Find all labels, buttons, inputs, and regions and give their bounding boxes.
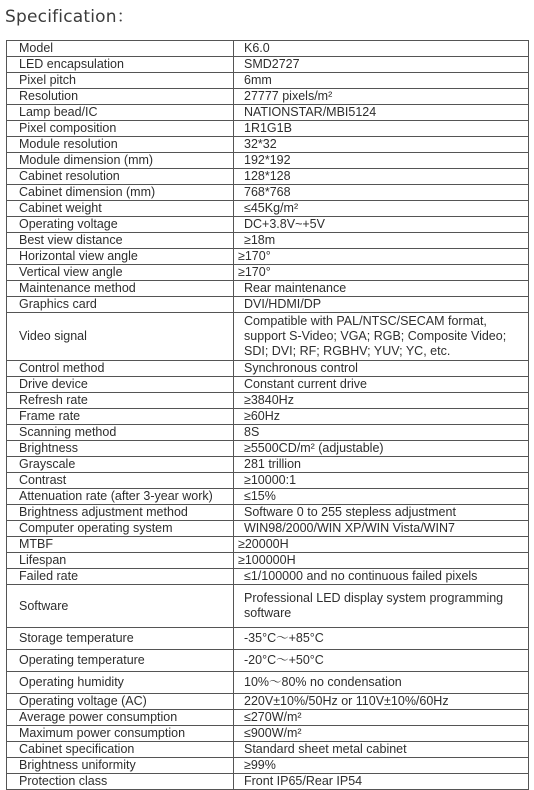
table-row bbox=[7, 73, 529, 89]
spec-value: Synchronous control bbox=[234, 361, 529, 377]
table-row bbox=[7, 774, 529, 790]
spec-label: Pixel composition bbox=[7, 121, 234, 137]
table-row bbox=[7, 505, 529, 521]
table-row bbox=[7, 742, 529, 758]
spec-value: ≥60Hz bbox=[234, 409, 529, 425]
spec-label: Cabinet dimension (mm) bbox=[7, 185, 234, 201]
spec-label: Lamp bead/IC bbox=[7, 105, 234, 121]
spec-label: Drive device bbox=[7, 377, 234, 393]
spec-value: Constant current drive bbox=[234, 377, 529, 393]
table-row bbox=[7, 41, 529, 57]
spec-value: -35°C～+85°C bbox=[234, 628, 529, 650]
spec-label: Software bbox=[7, 585, 234, 628]
spec-value: ≤270W/m² bbox=[234, 710, 529, 726]
spec-label: Pixel pitch bbox=[7, 73, 234, 89]
spec-value: 192*192 bbox=[234, 153, 529, 169]
spec-value: ≥170° bbox=[234, 249, 529, 265]
spec-label: Contrast bbox=[7, 473, 234, 489]
table-row bbox=[7, 201, 529, 217]
spec-label: Lifespan bbox=[7, 553, 234, 569]
table-row bbox=[7, 726, 529, 742]
table-row bbox=[7, 361, 529, 377]
table-row bbox=[7, 105, 529, 121]
spec-label: Control method bbox=[7, 361, 234, 377]
spec-value: ≥18m bbox=[234, 233, 529, 249]
spec-value: Standard sheet metal cabinet bbox=[234, 742, 529, 758]
spec-value: DVI/HDMI/DP bbox=[234, 297, 529, 313]
table-row bbox=[7, 297, 529, 313]
table-row bbox=[7, 57, 529, 73]
table-row bbox=[7, 585, 529, 628]
table-row bbox=[7, 441, 529, 457]
spec-value: ≤900W/m² bbox=[234, 726, 529, 742]
spec-label: Maintenance method bbox=[7, 281, 234, 297]
spec-label: Operating temperature bbox=[7, 650, 234, 672]
spec-label: Protection class bbox=[7, 774, 234, 790]
spec-value: Front IP65/Rear IP54 bbox=[234, 774, 529, 790]
table-row bbox=[7, 409, 529, 425]
spec-label: Horizontal view angle bbox=[7, 249, 234, 265]
spec-label: Frame rate bbox=[7, 409, 234, 425]
spec-label: Maximum power consumption bbox=[7, 726, 234, 742]
spec-label: Average power consumption bbox=[7, 710, 234, 726]
spec-label: MTBF bbox=[7, 537, 234, 553]
spec-value: ≥100000H bbox=[234, 553, 529, 569]
spec-label: Grayscale bbox=[7, 457, 234, 473]
spec-value: SMD2727 bbox=[234, 57, 529, 73]
spec-value: Software 0 to 255 stepless adjustment bbox=[234, 505, 529, 521]
spec-value: 220V±10%/50Hz or 110V±10%/60Hz bbox=[234, 694, 529, 710]
table-row bbox=[7, 758, 529, 774]
spec-value: ≥10000:1 bbox=[234, 473, 529, 489]
spec-label: LED encapsulation bbox=[7, 57, 234, 73]
spec-label: Graphics card bbox=[7, 297, 234, 313]
spec-label: Best view distance bbox=[7, 233, 234, 249]
spec-value: 8S bbox=[234, 425, 529, 441]
spec-value: 768*768 bbox=[234, 185, 529, 201]
spec-value: DC+3.8V~+5V bbox=[234, 217, 529, 233]
spec-label: Module dimension (mm) bbox=[7, 153, 234, 169]
table-row bbox=[7, 233, 529, 249]
spec-value: ≤1/100000 and no continuous failed pixels bbox=[234, 569, 529, 585]
spec-value: 128*128 bbox=[234, 169, 529, 185]
table-row bbox=[7, 672, 529, 694]
spec-label: Failed rate bbox=[7, 569, 234, 585]
spec-value: 10%～80% no condensation bbox=[234, 672, 529, 694]
spec-label: Cabinet resolution bbox=[7, 169, 234, 185]
spec-label: Resolution bbox=[7, 89, 234, 105]
table-row bbox=[7, 537, 529, 553]
spec-label: Brightness uniformity bbox=[7, 758, 234, 774]
spec-value: ≤45Kg/m² bbox=[234, 201, 529, 217]
table-row bbox=[7, 457, 529, 473]
spec-value: 6mm bbox=[234, 73, 529, 89]
table-row bbox=[7, 553, 529, 569]
table-row bbox=[7, 281, 529, 297]
page-title: Specification： bbox=[5, 7, 134, 27]
table-row bbox=[7, 313, 529, 361]
table-row bbox=[7, 377, 529, 393]
table-row bbox=[7, 121, 529, 137]
table-row bbox=[7, 425, 529, 441]
table-row bbox=[7, 710, 529, 726]
spec-value: Compatible with PAL/NTSC/SECAM format, support S-Video; VGA; RGB; Composite Video; SDI; DVI; RF; RGBHV; YUV; YC, etc. bbox=[234, 313, 529, 361]
table-row bbox=[7, 489, 529, 505]
table-row bbox=[7, 569, 529, 585]
spec-label: Operating voltage (AC) bbox=[7, 694, 234, 710]
spec-value: ≥170° bbox=[234, 265, 529, 281]
spec-label: Vertical view angle bbox=[7, 265, 234, 281]
table-row bbox=[7, 185, 529, 201]
table-row bbox=[7, 89, 529, 105]
spec-label: Refresh rate bbox=[7, 393, 234, 409]
specification-table bbox=[6, 40, 529, 790]
spec-label: Cabinet weight bbox=[7, 201, 234, 217]
spec-label: Brightness adjustment method bbox=[7, 505, 234, 521]
spec-value: ≥20000H bbox=[234, 537, 529, 553]
table-row bbox=[7, 169, 529, 185]
spec-label: Cabinet specification bbox=[7, 742, 234, 758]
spec-value: 32*32 bbox=[234, 137, 529, 153]
spec-value: K6.0 bbox=[234, 41, 529, 57]
table-row bbox=[7, 628, 529, 650]
spec-value: NATIONSTAR/MBI5124 bbox=[234, 105, 529, 121]
spec-label: Operating voltage bbox=[7, 217, 234, 233]
spec-value: Rear maintenance bbox=[234, 281, 529, 297]
spec-label: Scanning method bbox=[7, 425, 234, 441]
table-row bbox=[7, 153, 529, 169]
spec-label: Storage temperature bbox=[7, 628, 234, 650]
table-row bbox=[7, 393, 529, 409]
spec-value: ≤15% bbox=[234, 489, 529, 505]
spec-label: Operating humidity bbox=[7, 672, 234, 694]
spec-label: Video signal bbox=[7, 313, 234, 361]
spec-label: Module resolution bbox=[7, 137, 234, 153]
table-row bbox=[7, 217, 529, 233]
table-row bbox=[7, 694, 529, 710]
spec-value: -20°C～+50°C bbox=[234, 650, 529, 672]
spec-value: 27777 pixels/m² bbox=[234, 89, 529, 105]
spec-value: ≥5500CD/m² (adjustable) bbox=[234, 441, 529, 457]
table-row bbox=[7, 650, 529, 672]
spec-value: WIN98/2000/WIN XP/WIN Vista/WIN7 bbox=[234, 521, 529, 537]
spec-value: 1R1G1B bbox=[234, 121, 529, 137]
spec-value: Professional LED display system programming software bbox=[234, 585, 529, 628]
spec-value: 281 trillion bbox=[234, 457, 529, 473]
table-row bbox=[7, 249, 529, 265]
table-row bbox=[7, 521, 529, 537]
table-row bbox=[7, 137, 529, 153]
spec-label: Attenuation rate (after 3-year work) bbox=[7, 489, 234, 505]
spec-value: ≥3840Hz bbox=[234, 393, 529, 409]
spec-label: Brightness bbox=[7, 441, 234, 457]
table-row bbox=[7, 473, 529, 489]
table-row bbox=[7, 265, 529, 281]
spec-label: Computer operating system bbox=[7, 521, 234, 537]
spec-label: Model bbox=[7, 41, 234, 57]
spec-value: ≥99% bbox=[234, 758, 529, 774]
